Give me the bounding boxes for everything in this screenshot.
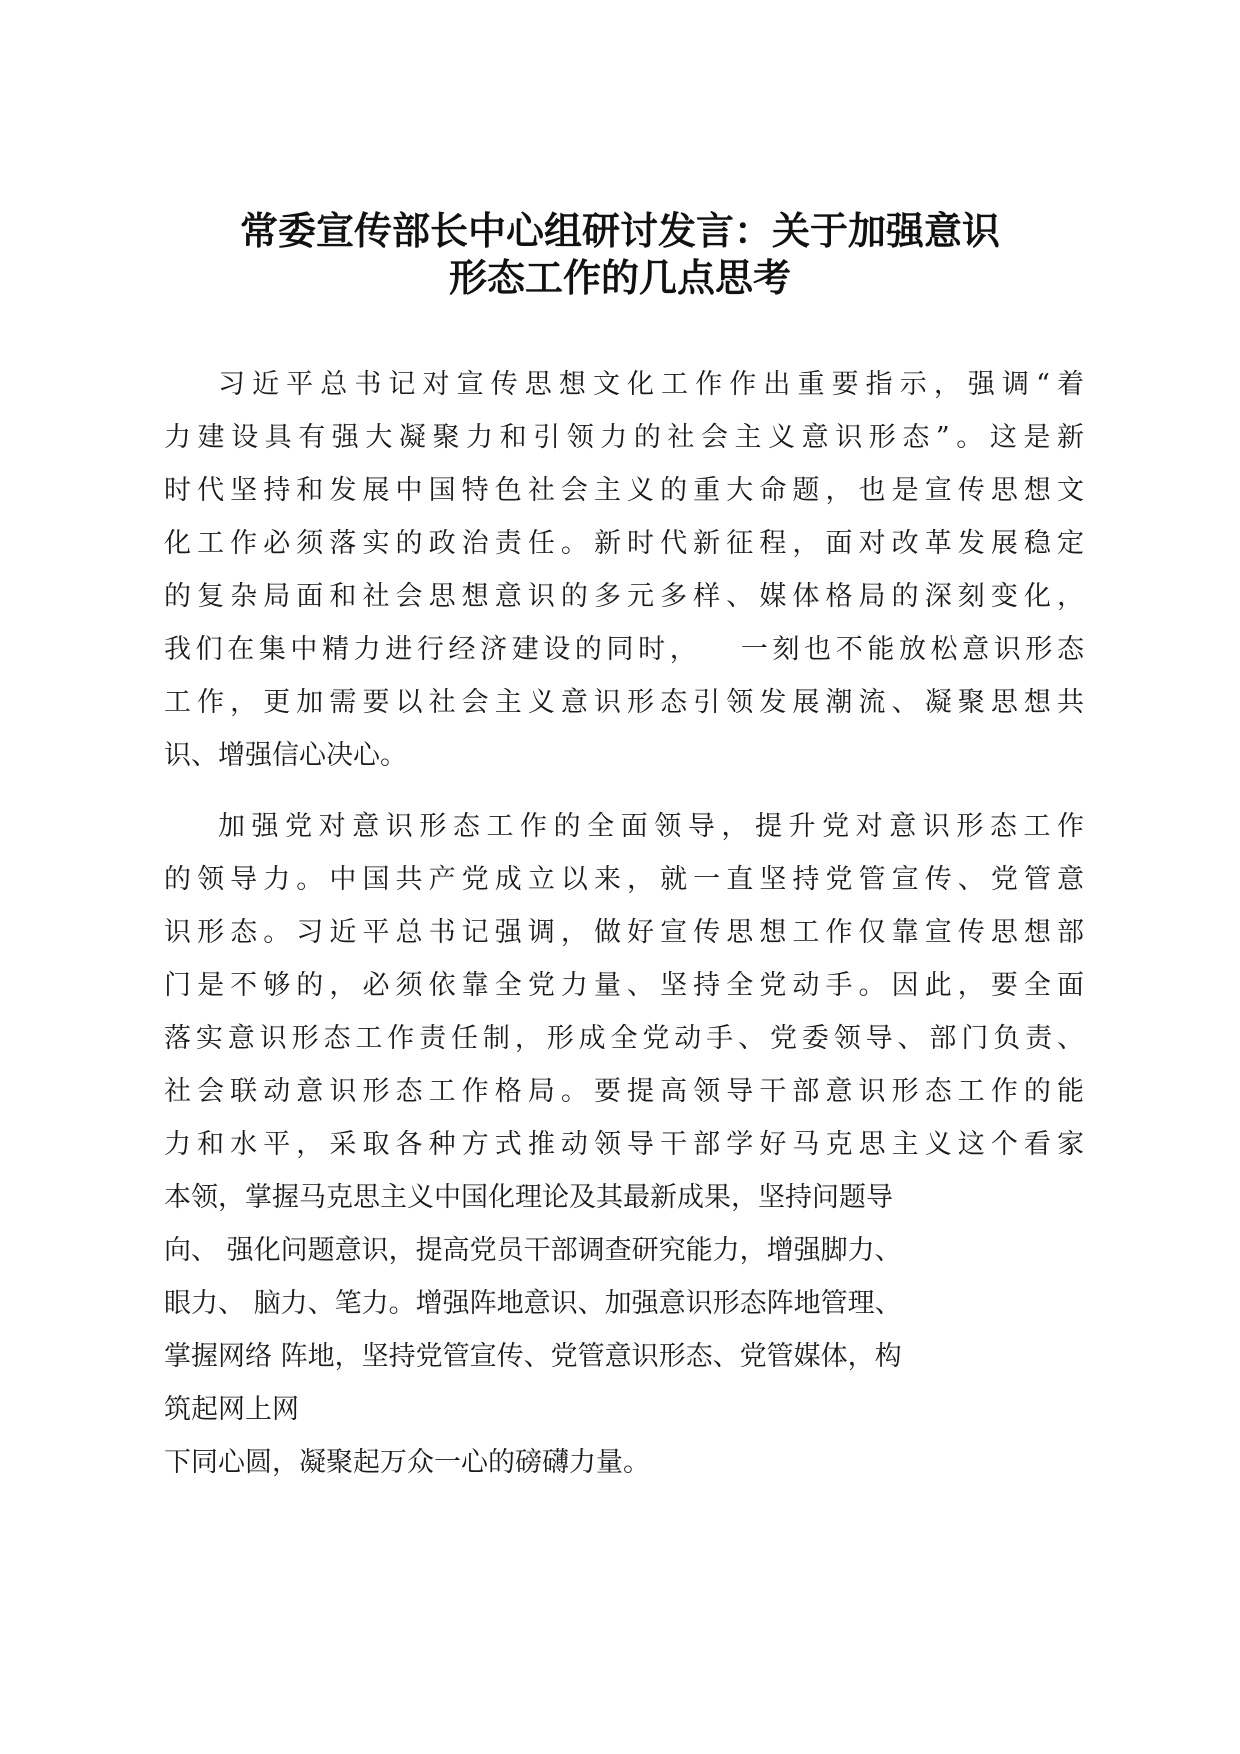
paragraph-line: 习近平总书记对宣传思想文化工作作出重要指示，强调“着 [218, 369, 1084, 400]
paragraph-line: 向、 强化问题意识，提高党员干部调查研究能力，增强脚力、 [164, 1235, 902, 1266]
paragraph-line: 眼力、 脑力、笔力。增强阵地意识、加强意识形态阵地管理、 [164, 1288, 902, 1319]
paragraph-line: 门是不够的，必须依靠全党力量、坚持全党动手。因此，要全面 [164, 970, 1084, 1001]
paragraph-line: 社会联动意识形态工作格局。要提高领导干部意识形态工作的能 [164, 1076, 1084, 1107]
paragraph-spacer [164, 782, 1084, 800]
paragraph-line: 本领，掌握马克思主义中国化理论及其最新成果，坚持问题导 [164, 1182, 893, 1213]
document-title [150, 208, 1090, 302]
paragraph-line: 掌握网络 阵地，坚持党管宣传、党管意识形态、党管媒体，构 [164, 1341, 902, 1372]
title-line: 常委宣传部长中心组研讨发言：关于加强意识 [239, 209, 1000, 253]
paragraph-line: 的复杂局面和社会思想意识的多元多样、媒体格局的深刻变化， [164, 581, 1084, 612]
paragraph-line: 识形态。习近平总书记强调，做好宣传思想工作仅靠宣传思想部 [164, 917, 1084, 948]
paragraph-line: 化工作必须落实的政治责任。新时代新征程，面对改革发展稳定 [164, 528, 1084, 559]
paragraph-line: 力和水平，采取各种方式推动领导干部学好马克思主义这个看家 [164, 1129, 1084, 1160]
paragraph-line: 时代坚持和发展中国特色社会主义的重大命题，也是宣传思想文 [164, 475, 1084, 506]
paragraph-line: 加强党对意识形态工作的全面领导，提升党对意识形态工作 [218, 811, 1084, 842]
paragraph-line: 的领导力。中国共产党成立以来，就一直坚持党管宣传、党管意 [164, 864, 1084, 895]
paragraph-line: 识、增强信心决心。 [164, 740, 407, 771]
title-line: 形态工作的几点思考 [448, 256, 791, 300]
paragraph-line: 我们在集中精力进行经济建设的同时， 一刻也不能放松意识形态 [164, 634, 1084, 665]
paragraph-line: 下同心圆，凝聚起万众一心的磅礴力量。 [164, 1447, 650, 1478]
paragraph-line: 筑起网上网 [164, 1394, 299, 1425]
paragraph-2 [164, 800, 1084, 1489]
paragraph-line: 工作，更加需要以社会主义意识形态引领发展潮流、凝聚思想共 [164, 687, 1084, 718]
paragraph-line: 力建设具有强大凝聚力和引领力的社会主义意识形态”。这是新 [164, 422, 1084, 453]
document-body [164, 358, 1084, 1489]
paragraph-line: 落实意识形态工作责任制，形成全党动手、党委领导、部门负责、 [164, 1023, 1084, 1054]
paragraph-1 [164, 358, 1084, 782]
